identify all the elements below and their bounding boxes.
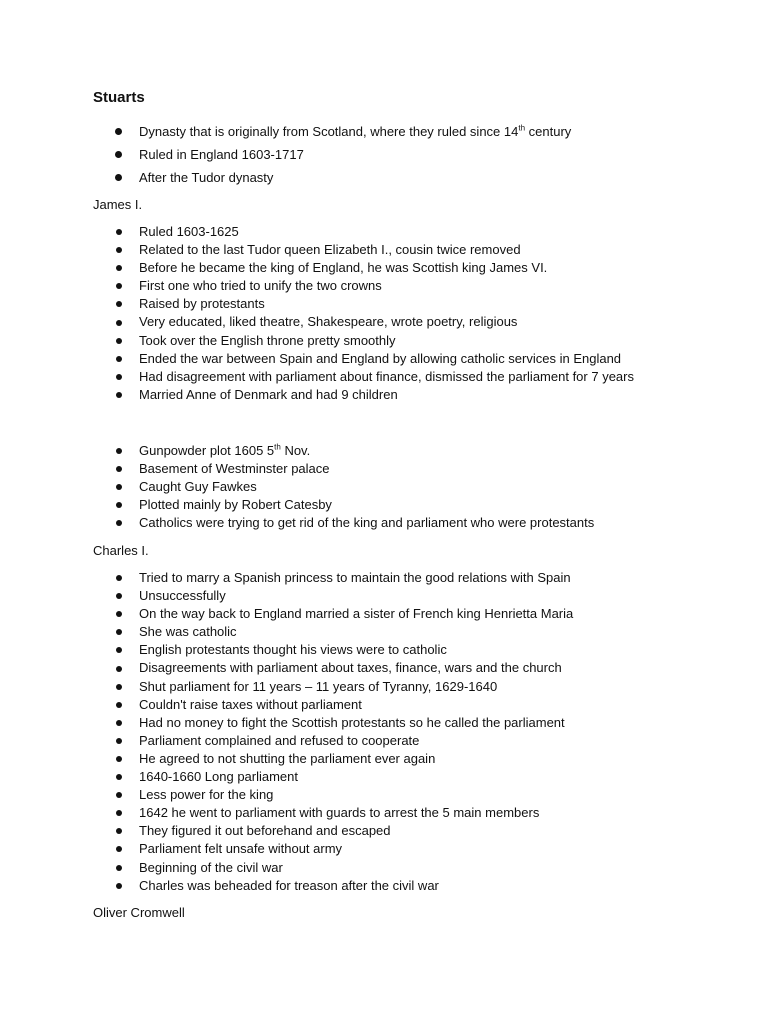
list-item [0, 332, 768, 350]
list-item-text: On the way back to England married a sister of French king Henrietta Maria [139, 606, 574, 622]
bullet-icon [116, 666, 122, 672]
list-item-text: Took over the English throne pretty smoothly [139, 332, 396, 348]
list-item-text: Had disagreement with parliament about finance, dismissed the parliament for 7 years [139, 368, 634, 384]
list-item [0, 623, 768, 641]
list-item-text: First one who tried to unify the two crowns [139, 278, 382, 294]
list-item [0, 478, 768, 496]
list-item-text: Tried to marry a Spanish princess to maintain the good relations with Spain [139, 570, 571, 585]
bullet-icon [116, 593, 122, 599]
bullet-icon [116, 502, 122, 508]
list-item [0, 877, 768, 895]
list-item [0, 496, 768, 514]
superscript: th [274, 442, 281, 452]
bullet-icon [116, 647, 122, 653]
bullet-icon [116, 846, 122, 852]
list-item [0, 386, 768, 404]
charles-list [0, 569, 768, 895]
list-item-text: After the Tudor dynasty [139, 170, 274, 185]
list-item [0, 840, 768, 858]
list-item [0, 696, 768, 714]
section-heading-charles: Charles I. [93, 543, 149, 558]
list-item [0, 569, 768, 587]
list-item [0, 750, 768, 768]
list-item-text: Ruled in England 1603-1717 [139, 147, 304, 162]
list-item [0, 587, 768, 605]
bullet-icon [116, 702, 122, 708]
list-item [0, 120, 768, 143]
list-item-text: She was catholic [139, 624, 237, 640]
list-item-text: Married Anne of Denmark and had 9 children [139, 386, 398, 402]
list-item [0, 605, 768, 623]
list-item [0, 822, 768, 840]
bullet-icon [116, 374, 122, 380]
list-item-text: Catholics were trying to get rid of the king and parliament who were protestants [139, 515, 595, 531]
bullet-icon [116, 575, 122, 581]
list-item [0, 143, 768, 166]
list-item [0, 313, 768, 331]
bullet-icon [116, 611, 122, 617]
list-item [0, 732, 768, 750]
list-item [0, 350, 768, 368]
list-item-text: Caught Guy Fawkes [139, 479, 257, 495]
list-item [0, 678, 768, 696]
list-item-text: Parliament complained and refused to cooperate [139, 732, 420, 748]
list-item-text: Related to the last Tudor queen Elizabeth I., cousin twice removed [139, 242, 521, 258]
bullet-icon [116, 520, 122, 526]
list-item-text-end: century [525, 124, 572, 139]
bullet-icon [116, 301, 122, 307]
bullet-icon [116, 484, 122, 490]
list-item [0, 714, 768, 732]
list-item [0, 786, 768, 804]
list-item [0, 641, 768, 659]
bullet-icon [116, 756, 122, 762]
bullet-icon [116, 356, 122, 362]
section-heading-james: James I. [93, 197, 143, 212]
bullet-icon [116, 247, 122, 253]
bullet-icon [116, 720, 122, 726]
list-item-text: Before he became the king of England, he was Scottish king James VI. [139, 260, 548, 276]
bullet-icon [116, 792, 122, 798]
list-item [0, 166, 768, 189]
bullet-icon [116, 774, 122, 780]
list-item-text: Disagreements with parliament about taxes, finance, wars and the church [139, 660, 562, 676]
section-heading-cromwell: Oliver Cromwell [93, 905, 185, 920]
bullet-icon [116, 466, 122, 472]
list-item-text: Couldn't raise taxes without parliament [139, 696, 362, 712]
bullet-icon [116, 229, 122, 235]
list-item [0, 659, 768, 677]
list-item [0, 804, 768, 822]
list-item [0, 368, 768, 386]
list-item-text: Ended the war between Spain and England by allowing catholic services in England [139, 350, 622, 366]
bullet-icon [116, 283, 122, 289]
james-list [0, 223, 768, 404]
list-item-text: They figured it out beforehand and escaped [139, 823, 391, 839]
list-item-text: Dynasty that is originally from Scotland, where they ruled since 14 [139, 124, 519, 139]
list-item-text-end: Nov. [280, 443, 311, 458]
bullet-icon [116, 684, 122, 690]
list-item-text: He agreed to not shutting the parliament ever again [139, 750, 436, 766]
list-item-text: Shut parliament for 11 years – 11 years of Tyranny, 1629-1640 [139, 678, 498, 694]
bullet-icon [115, 174, 122, 181]
list-item-text: Raised by protestants [139, 296, 265, 312]
list-item-text: Parliament felt unsafe without army [139, 841, 343, 857]
bullet-icon [116, 265, 122, 271]
bullet-icon [116, 738, 122, 744]
list-item [0, 460, 768, 478]
gunpowder-list [0, 442, 768, 532]
list-item-text: Had no money to fight the Scottish protestants so he called the parliament [139, 714, 565, 730]
list-item-text: Basement of Westminster palace [139, 461, 330, 477]
list-item [0, 768, 768, 786]
list-item [0, 259, 768, 277]
list-item-text: 1642 he went to parliament with guards to arrest the 5 main members [139, 805, 540, 821]
bullet-icon [116, 629, 122, 635]
list-item-text: Less power for the king [139, 787, 274, 803]
bullet-icon [116, 883, 122, 889]
list-item [0, 295, 768, 313]
bullet-icon [116, 865, 122, 871]
bullet-icon [116, 810, 122, 816]
bullet-icon [115, 128, 122, 135]
superscript: th [518, 123, 526, 133]
bullet-icon [116, 338, 122, 344]
list-item-text: Ruled 1603-1625 [139, 224, 239, 239]
list-item [0, 223, 768, 241]
list-item [0, 241, 768, 259]
list-item [0, 514, 768, 532]
bullet-icon [116, 320, 122, 326]
list-item [0, 859, 768, 877]
list-item-text: Very educated, liked theatre, Shakespeare, wrote poetry, religious [139, 314, 518, 330]
list-item-text: Gunpowder plot 1605 5 [139, 443, 275, 458]
page-title: Stuarts [93, 89, 145, 106]
list-item-text: Charles was beheaded for treason after the civil war [139, 877, 439, 893]
list-item-text: Plotted mainly by Robert Catesby [139, 497, 332, 513]
list-item-text: Beginning of the civil war [139, 859, 283, 875]
list-item-text: 1640-1660 Long parliament [139, 769, 299, 785]
list-item [0, 442, 768, 460]
intro-list [0, 120, 768, 189]
bullet-icon [116, 448, 122, 454]
list-item-text: English protestants thought his views were to catholic [139, 642, 447, 658]
list-item [0, 277, 768, 295]
bullet-icon [116, 828, 122, 834]
bullet-icon [115, 151, 122, 158]
list-item-text: Unsuccessfully [139, 588, 226, 604]
bullet-icon [116, 392, 122, 398]
